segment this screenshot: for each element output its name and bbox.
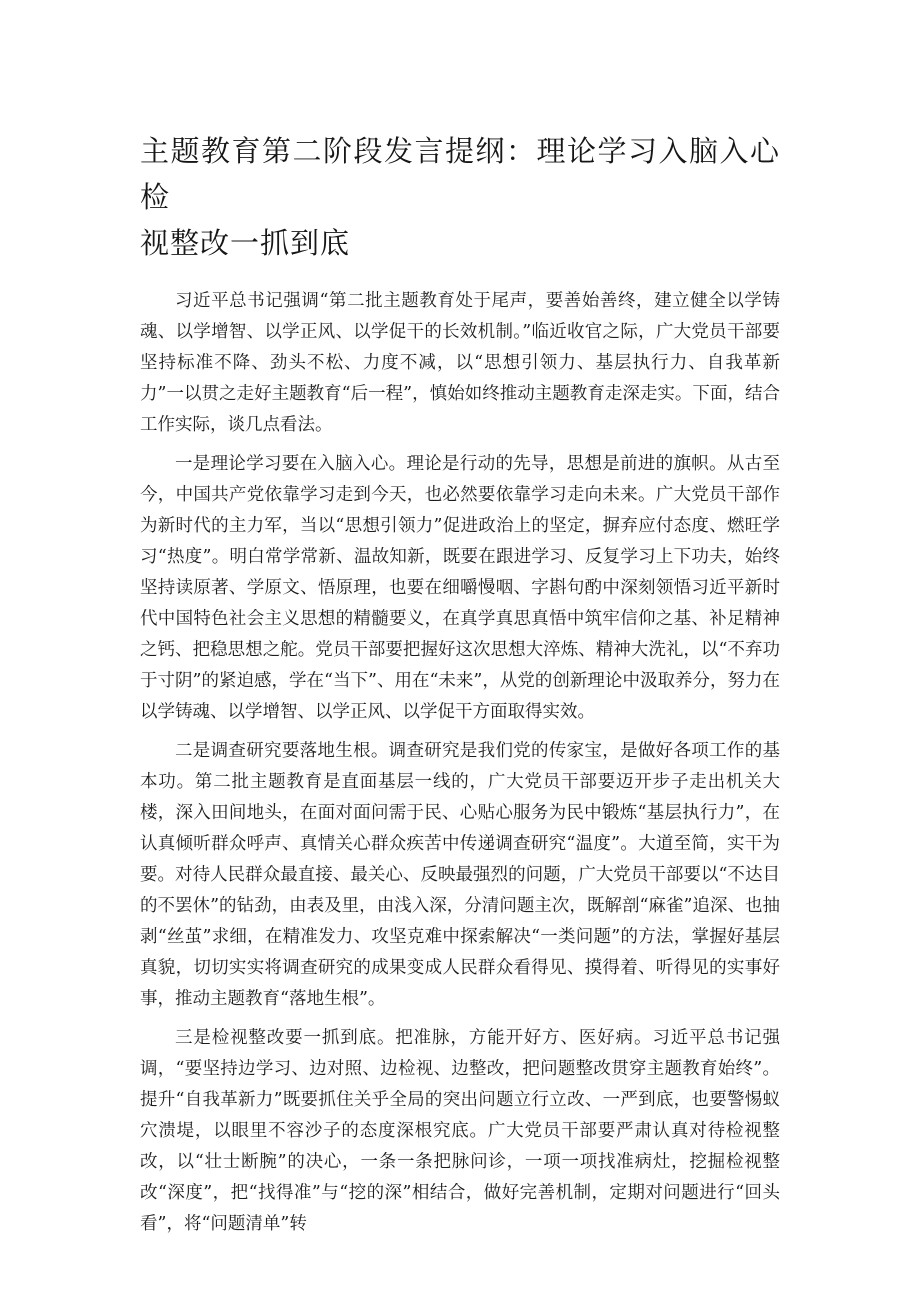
paragraph-rectification: 三是检视整改要一抓到底。把准脉，方能开好方、医好病。习近平总书记强调，“要坚持边学习、边对照、边检视、边整改，把问题整改贯穿主题教育始终”。提升“自我革新力”既要抓住关乎全局的突出问题立行立改、一严到底，也要警惕蚁穴溃堤，以眼里不容沙子的态度深根究底。广大党员干部要严肃认真对待检视整改，以“壮士断腕”的决心，一条一条把脉问诊，一项一项找准病灶，挖掘检视整改“深度”，把“找得准”与“挖的深”相结合，做好完善机制，定期对问题进行“回头看”，将“问题清单”转 [140,1028,780,1234]
paragraph-intro: 习近平总书记强调“第二批主题教育处于尾声，要善始善终，建立健全以学铸魂、以学增智、以学正风、以学促干的长效机制。”临近收官之际，广大党员干部要坚持标准不降、劲头不松、力度不减，以“思想引领力、基层执行力、自我革新力”一以贯之走好主题教育“后一程”，慎始如终推动主题教育走深走实。下面，结合工作实际，谈几点看法。 [140,291,780,435]
title-line-1: 主题教育第二阶段发言提纲：理论学习入脑入心检 [140,134,780,214]
title-line-2: 视整改一抓到底 [140,226,351,260]
paragraph-investigation: 二是调查研究要落地生根。调查研究是我们党的传家宝，是做好各项工作的基本功。第二批主题教育是直面基层一线的，广大党员干部要迈开步子走出机关大楼，深入田间地头，在面对面问需于民、心贴心服务为民中锻炼“基层执行力”，在认真倾听群众呼声、真情关心群众疾苦中传递调查研究“温度”。大道至简，实干为要。对待人民群众最直接、最关心、反映最强烈的问题，广大党员干部要以“不达目的不罢休”的钻劲，由表及里，由浅入深，分清问题主次，既解剖“麻雀”追深、也抽剥“丝茧”求细，在精准发力、攻坚克难中探索解决“一类问题”的方法，掌握好基层真貌，切切实实将调查研究的成果变成人民群众看得见、摸得着、听得见的实事好事，推动主题教育“落地生根”。 [140,741,780,1009]
document-title [140,128,780,266]
paragraph-theory-study: 一是理论学习要在入脑入心。理论是行动的先导，思想是前进的旗帜。从古至今，中国共产党依靠学习走到今天，也必然要依靠学习走向未来。广大党员干部作为新时代的主力军，当以“思想引领力”促进政治上的坚定，摒弃应付态度、燃旺学习“热度”。明白常学常新、温故知新，既要在跟进学习、反复学习上下功夫，始终坚持读原著、学原文、悟原理，也要在细嚼慢咽、字斟句酌中深刻领悟习近平新时代中国特色社会主义思想的精髓要义，在真学真思真悟中筑牢信仰之基、补足精神之钙、把稳思想之舵。党员干部要把握好这次思想大淬炼、精神大洗礼，以“不弃功于寸阴”的紧迫感，学在“当下”、用在“未来”，从党的创新理论中汲取养分，努力在以学铸魂、以学增智、以学正风、以学促干方面取得实效。 [140,454,780,722]
